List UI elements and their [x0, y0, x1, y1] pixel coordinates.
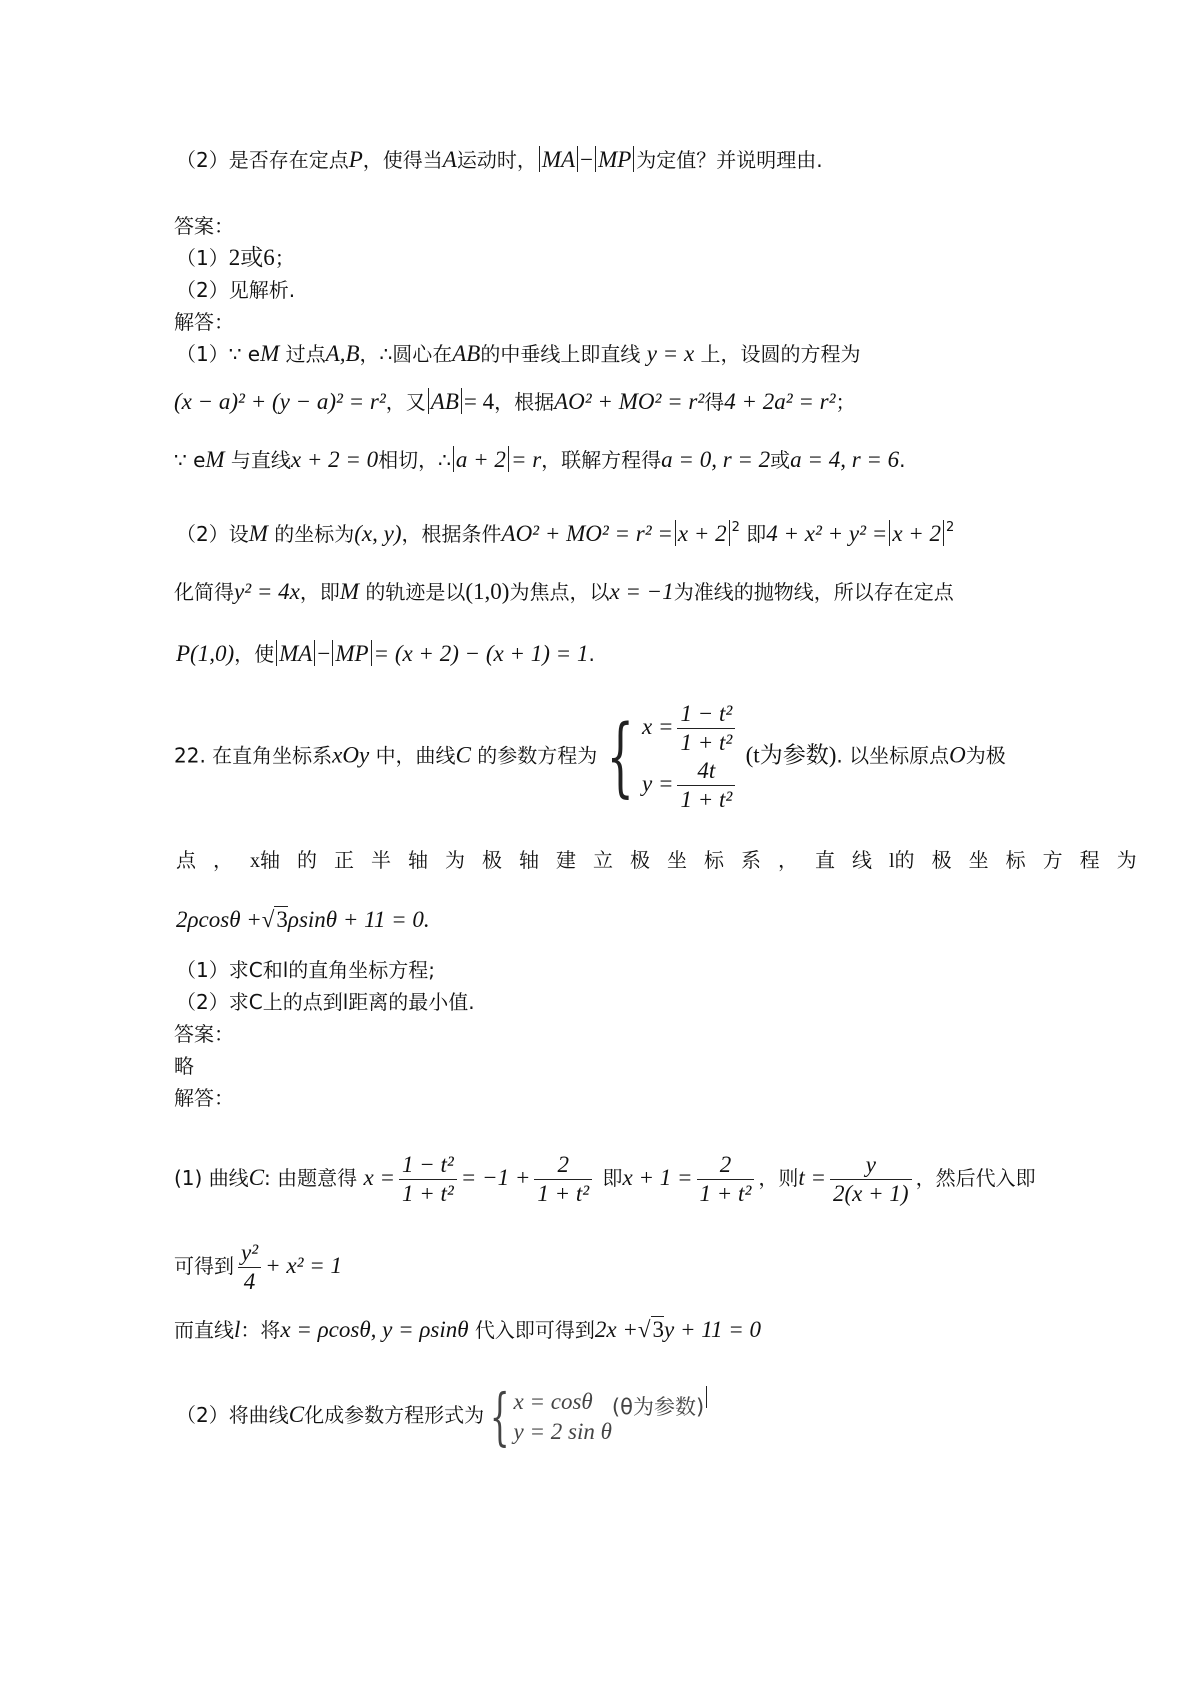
math: y² = 4x: [234, 579, 300, 604]
text: （2）是否存在定点: [176, 148, 349, 172]
text: （2）将曲线: [176, 1403, 289, 1427]
math: A: [442, 147, 457, 172]
q22-solution-1: [174, 1146, 1036, 1210]
math: P(1,0): [176, 641, 235, 666]
text-char: 立: [593, 848, 613, 872]
math: 2x +: [594, 1317, 638, 1342]
text-char: 极: [630, 848, 650, 872]
math: M: [248, 521, 268, 546]
q21-solution-2c: [176, 640, 595, 668]
q22-part2: （2）求C上的点到l距离的最小值.: [176, 990, 475, 1014]
math: x = cosθ: [513, 1388, 593, 1414]
math: l: [234, 1317, 241, 1342]
text-char: 程: [1079, 848, 1100, 872]
text-char: 标: [704, 848, 724, 872]
math: MP: [598, 147, 632, 172]
denominator: 1 + t²: [680, 730, 733, 755]
sqrt-sign: √: [261, 907, 275, 932]
text-char: ，: [778, 848, 798, 872]
math: 3: [276, 907, 288, 932]
math: = r: [510, 447, 542, 472]
text-char: 为: [445, 848, 465, 872]
math: AB: [452, 341, 481, 366]
text: ，联解方程得: [541, 448, 662, 472]
math: a = 4, r = 6: [790, 447, 900, 472]
fraction: [697, 1151, 755, 1208]
text-char: l的: [889, 850, 915, 872]
abs-bar: [461, 388, 462, 414]
math: y = 2 sin θ: [513, 1418, 612, 1444]
text: 得: [704, 390, 725, 414]
text-char: 建: [556, 848, 576, 872]
q22-stem: [174, 700, 1006, 814]
q21-answer-label: 答案：: [174, 214, 234, 238]
math: (t为参数): [745, 742, 837, 768]
numerator: 1 − t²: [399, 1151, 457, 1180]
denominator: 2(x + 1): [833, 1181, 909, 1206]
text: : 由题意得: [264, 1166, 358, 1190]
abs-bar: [371, 640, 372, 666]
text: 而直线: [174, 1318, 234, 1342]
math: −: [317, 641, 331, 666]
abs-bar: [595, 146, 596, 172]
numerator: 1 − t²: [677, 700, 735, 729]
q22-solution-2: [174, 1234, 342, 1298]
text-char: 极: [482, 848, 502, 872]
text: 运动时，: [456, 148, 537, 172]
fraction: [399, 1151, 457, 1208]
math: MA: [541, 147, 576, 172]
text: . 以坐标原点: [836, 743, 950, 768]
fraction: [677, 700, 735, 757]
text-char: 点: [176, 848, 196, 872]
fraction: [677, 757, 735, 814]
text: ，然后代入即: [915, 1166, 1036, 1190]
text: 化简得: [174, 580, 234, 604]
fraction: [238, 1239, 261, 1296]
math: x = ρcosθ, y = ρsinθ: [280, 1317, 469, 1342]
text: ；: [274, 246, 295, 270]
math: AB: [430, 389, 459, 414]
q22-part1: （1）求C和l的直角坐标方程;: [176, 958, 435, 982]
text: 的轨迹是以: [365, 580, 466, 604]
math: MA: [279, 641, 313, 666]
text: 过点: [285, 342, 326, 366]
math: y =: [641, 771, 674, 796]
abs-bar: [508, 446, 509, 472]
text: 为焦点，以: [509, 580, 610, 604]
text-char: 标: [1005, 848, 1026, 872]
text: 中，曲线: [375, 743, 456, 768]
text-char: 半: [371, 848, 391, 872]
math: x = −1: [609, 579, 674, 604]
math: xOy: [332, 742, 370, 768]
text: (1) 曲线: [174, 1166, 249, 1190]
math: 4 + x² + y² =: [766, 521, 888, 546]
text: ，根据条件: [401, 522, 502, 546]
text-char: 方: [1042, 848, 1063, 872]
text: 为准线的抛物线，所以存在定点: [673, 580, 954, 604]
numerator: y²: [238, 1239, 261, 1268]
math: M: [205, 447, 225, 472]
denominator: 1 + t²: [699, 1181, 752, 1206]
abs-bar: [633, 146, 634, 172]
text: ，使得当: [362, 148, 443, 172]
q21-answer-2: （2）见解析.: [176, 278, 296, 302]
math: M: [339, 579, 360, 604]
text-char: 为: [1116, 848, 1137, 872]
text: 或: [770, 448, 791, 472]
parametric-system: [514, 1387, 612, 1447]
abs-bar: [539, 146, 540, 172]
text-char: 的: [297, 848, 317, 872]
text-char: 坐: [968, 848, 989, 872]
text: ，根据: [494, 390, 555, 414]
q21-part2-question: [176, 146, 823, 174]
q21-solution-label: 解答：: [174, 310, 234, 334]
text-char: 正: [334, 848, 354, 872]
text-char: 线: [852, 848, 872, 872]
math: = −1 +: [460, 1165, 531, 1190]
sqrt-sign: √: [637, 1317, 651, 1342]
parametric-system: [642, 700, 739, 814]
text-char: 坐: [667, 848, 687, 872]
math: (x − a)² + (y − a)² = r²: [174, 389, 386, 414]
denominator: 1 + t²: [680, 787, 733, 812]
denominator: 1 + t²: [537, 1181, 590, 1206]
math: a + 2: [455, 447, 506, 472]
text: ；: [835, 390, 856, 414]
q22-solution-label: 解答：: [174, 1086, 234, 1110]
math: + x² = 1: [265, 1253, 343, 1278]
numerator: 2: [697, 1151, 755, 1180]
math: x =: [641, 714, 674, 739]
math: y + 11 = 0: [664, 1317, 762, 1342]
math: MP: [335, 641, 369, 666]
math: −: [580, 147, 594, 172]
q22-answer-label: 答案：: [174, 1022, 234, 1046]
q21-solution-1c: [174, 446, 906, 474]
brace: {: [606, 707, 635, 807]
text-char: 直: [815, 848, 835, 872]
math: x =: [363, 1165, 395, 1190]
math: = 4: [463, 389, 495, 414]
text: 的坐标为: [274, 522, 355, 546]
numerator: 2: [534, 1151, 592, 1180]
math: ρsinθ + 11 = 0.: [287, 907, 430, 932]
math: (1,0): [465, 579, 510, 604]
text: 为极: [965, 743, 1006, 768]
q21-solution-2a: （2）设M 的坐标为(x, y)，根据条件AO² + MO² = r² = x + 2 $^2$ 即4 + x² + y² = x + 2 $^2$: [176, 520, 955, 546]
abs-bar: [577, 146, 578, 172]
text: （1）∵ e: [176, 342, 261, 366]
denominator: 4: [243, 1269, 256, 1294]
text: 相切，∴: [378, 448, 451, 472]
fraction: [830, 1151, 912, 1208]
text-char: 轴: [519, 848, 539, 872]
math: t =: [798, 1165, 827, 1190]
text: .: [588, 642, 595, 666]
abs-bar: [428, 388, 429, 414]
text: 代入即可得到: [474, 1318, 595, 1342]
text: 化成参数方程形式为: [304, 1403, 485, 1427]
text: 可得到: [174, 1254, 234, 1278]
numerator: y: [830, 1151, 912, 1180]
math: 2ρcosθ +: [176, 907, 262, 932]
q22-polar-equation: [176, 906, 430, 934]
math: (θ为参数): [611, 1395, 705, 1419]
math: AO² + MO² = r²: [554, 389, 705, 414]
abs-bar: [276, 640, 277, 666]
q21-solution-1b: [174, 388, 856, 416]
abs-bar: [889, 520, 890, 546]
text: 即: [746, 522, 767, 546]
abs-bar: [332, 640, 333, 666]
text-char: x轴: [250, 850, 280, 872]
math: AO² + MO² = r² =: [501, 521, 673, 546]
text: 即: [602, 1166, 623, 1190]
denominator: 1 + t²: [401, 1181, 454, 1206]
math: C: [288, 1402, 305, 1427]
text: 与直线: [230, 448, 291, 472]
text: 为定值？并说明理由.: [636, 148, 823, 172]
text: ，又: [385, 390, 426, 414]
q22-stem-line2: [176, 846, 1154, 875]
math: = (x + 2) − (x + 1) = 1: [373, 641, 589, 666]
cursor-mark: [706, 1386, 707, 1408]
abs-bar: [314, 640, 315, 666]
math: 4 + 2a² = r²: [724, 389, 836, 414]
text: ，∴圆心在: [359, 342, 453, 366]
text-char: 极: [931, 848, 952, 872]
q22-answer-value: 略: [174, 1054, 194, 1078]
text: （1）: [176, 246, 229, 270]
text: 22. 在直角坐标系: [174, 743, 333, 768]
text: ∵ e: [174, 448, 206, 472]
math: x + 2: [677, 521, 727, 546]
q22-solution-3: [174, 1316, 761, 1344]
text: .: [899, 448, 906, 472]
math: x + 2 = 0: [290, 447, 379, 472]
text-char: 系: [741, 848, 761, 872]
text: ，即: [299, 580, 340, 604]
brace: {: [489, 1379, 510, 1453]
abs-bar: [453, 446, 454, 472]
math: P: [348, 147, 363, 172]
math: (x, y): [354, 521, 402, 546]
math: C: [455, 742, 471, 768]
text-char: 轴: [408, 848, 428, 872]
text: ：将: [240, 1318, 281, 1342]
text-char: ，: [213, 848, 233, 872]
math: O: [949, 742, 966, 768]
math: 2或6: [228, 245, 275, 270]
q21-solution-2b: [174, 578, 954, 606]
text: 的中垂线上即直线: [480, 342, 641, 366]
text: 上，设圆的方程为: [700, 342, 861, 366]
math: A,B: [325, 341, 360, 366]
q22-solution-4: [176, 1372, 709, 1453]
math: x + 1 =: [622, 1165, 693, 1190]
fraction: [534, 1151, 592, 1208]
q21-answer-1: [176, 244, 295, 272]
abs-bar: [675, 520, 676, 546]
abs-bar: [943, 520, 944, 546]
text: （2）设: [176, 522, 249, 546]
math: y = x: [646, 341, 695, 366]
math: M: [260, 341, 280, 366]
math: 3: [652, 1317, 664, 1342]
numerator: 4t: [677, 757, 735, 786]
q21-solution-1a: [176, 340, 861, 368]
abs-bar: [729, 520, 730, 546]
text: ，使: [234, 642, 275, 666]
text: ，则: [758, 1166, 799, 1190]
math: x + 2: [892, 521, 942, 546]
math: C: [248, 1165, 265, 1190]
math: a = 0, r = 2: [661, 447, 771, 472]
text: 的参数方程为: [477, 743, 598, 768]
